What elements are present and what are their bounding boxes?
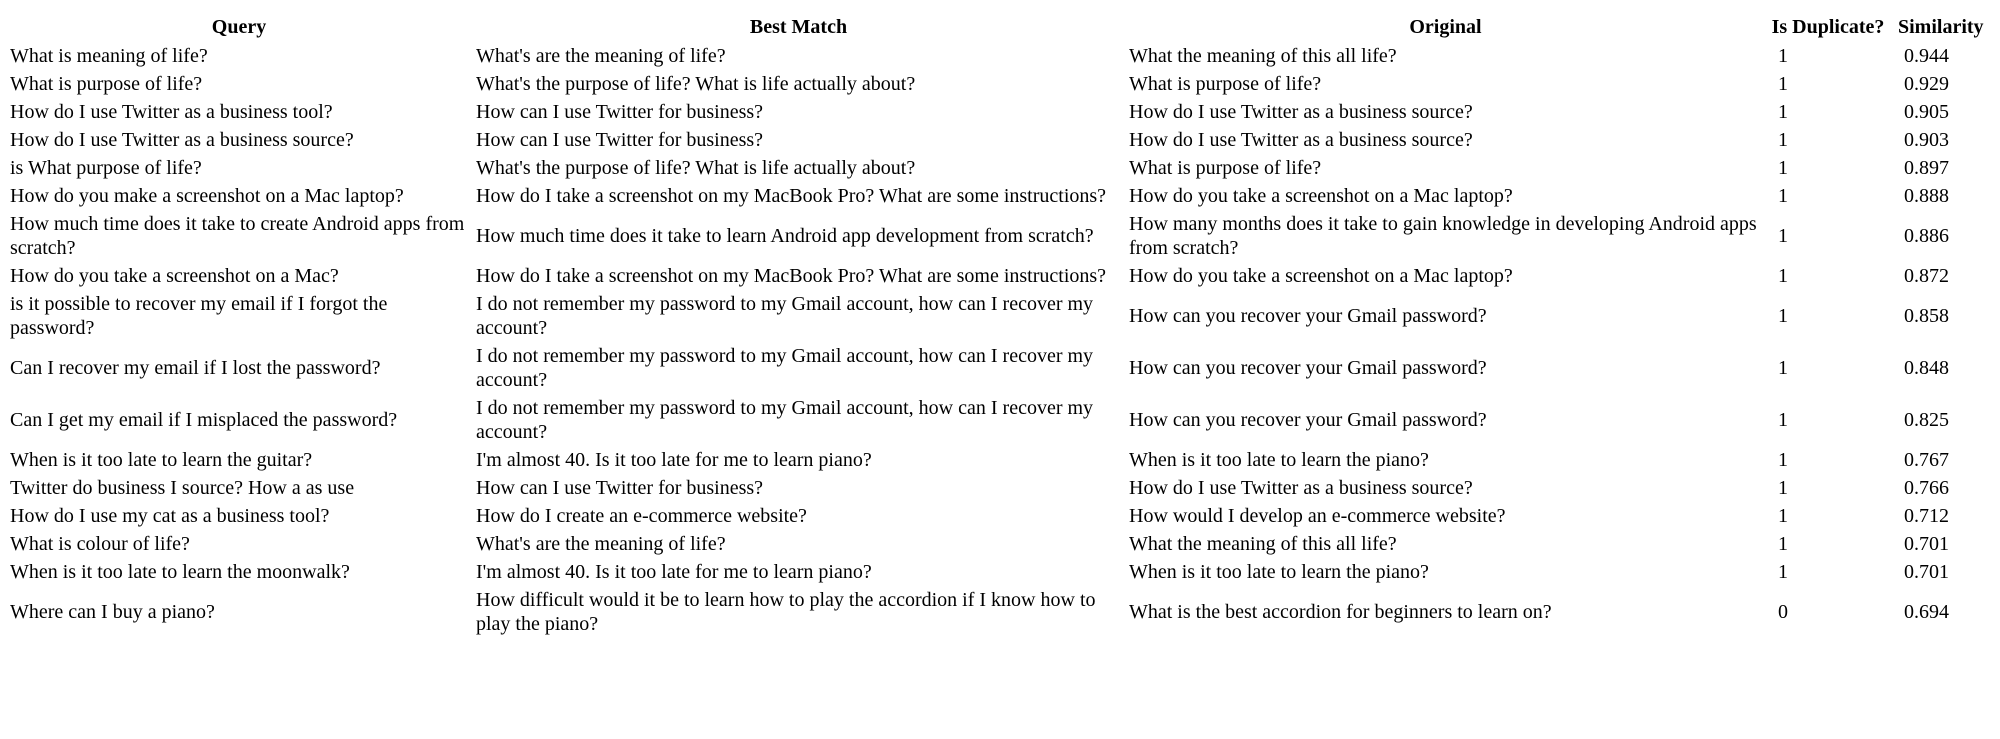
is-duplicate-cell: 1: [1778, 533, 1788, 555]
table-row: [6, 70, 1996, 98]
table-row: [6, 502, 1996, 530]
query-cell: Twitter do business I source? How a as use: [10, 477, 355, 499]
best-match-cell: What's are the meaning of life?: [476, 533, 726, 555]
is-duplicate-cell: 0: [1778, 601, 1788, 623]
best-match-cell: I do not remember my password to my Gmail account, how can I recover my account?: [476, 345, 1094, 391]
original-cell: How would I develop an e-commerce website?: [1129, 505, 1506, 527]
similarity-cell: 0.694: [1904, 601, 1949, 623]
best-match-cell: What's the purpose of life? What is life actually about?: [476, 157, 916, 179]
similarity-cell: 0.897: [1904, 157, 1949, 179]
header-original: Original: [1409, 16, 1482, 38]
best-match-cell: How do I take a screenshot on my MacBook Pro? What are some instructions?: [476, 185, 1107, 207]
similarity-cell: 0.825: [1904, 409, 1949, 431]
original-cell: How do you take a screenshot on a Mac laptop?: [1129, 185, 1513, 207]
similarity-cell: 0.858: [1904, 305, 1949, 327]
table-row: [6, 42, 1996, 70]
similarity-cell: 0.905: [1904, 101, 1949, 123]
table-row: [6, 154, 1996, 182]
similarity-cell: 0.944: [1904, 45, 1949, 67]
best-match-cell: How do I create an e-commerce website?: [476, 505, 807, 527]
query-cell: What is purpose of life?: [10, 73, 203, 95]
query-cell: When is it too late to learn the guitar?: [10, 449, 313, 471]
table-row: [6, 394, 1996, 446]
query-cell: What is meaning of life?: [10, 45, 208, 67]
is-duplicate-cell: 1: [1778, 357, 1788, 379]
query-cell: Can I get my email if I misplaced the password?: [10, 409, 398, 431]
query-cell: How do you make a screenshot on a Mac laptop?: [10, 185, 404, 207]
similarity-cell: 0.701: [1904, 533, 1949, 555]
is-duplicate-cell: 1: [1778, 157, 1788, 179]
original-cell: How do I use Twitter as a business source?: [1129, 477, 1473, 499]
similarity-cell: 0.903: [1904, 129, 1949, 151]
is-duplicate-cell: 1: [1778, 73, 1788, 95]
table-row: [6, 586, 1996, 638]
table-row: [6, 474, 1996, 502]
original-cell: When is it too late to learn the piano?: [1129, 449, 1429, 471]
is-duplicate-cell: 1: [1778, 129, 1788, 151]
similarity-cell: 0.701: [1904, 561, 1949, 583]
best-match-cell: What's are the meaning of life?: [476, 45, 726, 67]
original-cell: How do I use Twitter as a business source?: [1129, 101, 1473, 123]
similarity-cell: 0.886: [1904, 225, 1949, 247]
best-match-cell: How difficult would it be to learn how to play the accordion if I know how to play the piano?: [476, 589, 1096, 635]
query-cell: is it possible to recover my email if I forgot the password?: [10, 293, 388, 339]
best-match-cell: I do not remember my password to my Gmail account, how can I recover my account?: [476, 293, 1094, 339]
similarity-cell: 0.872: [1904, 265, 1949, 287]
query-cell: How do I use Twitter as a business tool?: [10, 101, 333, 123]
best-match-cell: I do not remember my password to my Gmail account, how can I recover my account?: [476, 397, 1094, 443]
best-match-cell: How can I use Twitter for business?: [476, 129, 764, 151]
original-cell: What the meaning of this all life?: [1129, 45, 1397, 67]
table-row: [6, 446, 1996, 474]
similarity-cell: 0.888: [1904, 185, 1949, 207]
table-row: [6, 262, 1996, 290]
original-cell: What is the best accordion for beginners to learn on?: [1129, 601, 1552, 623]
header-best-match: Best Match: [749, 16, 848, 38]
is-duplicate-cell: 1: [1778, 561, 1788, 583]
similarity-cell: 0.767: [1904, 449, 1949, 471]
header-similarity: Similarity: [1898, 16, 1984, 38]
table-row: [6, 98, 1996, 126]
original-cell: How can you recover your Gmail password?: [1129, 357, 1487, 379]
similarity-cell: 0.712: [1904, 505, 1949, 527]
best-match-cell: I'm almost 40. Is it too late for me to learn piano?: [476, 561, 872, 583]
original-cell: What is purpose of life?: [1129, 73, 1322, 95]
query-cell: is What purpose of life?: [10, 157, 202, 179]
is-duplicate-cell: 1: [1778, 265, 1788, 287]
best-match-cell: How can I use Twitter for business?: [476, 477, 764, 499]
is-duplicate-cell: 1: [1778, 305, 1788, 327]
original-cell: How many months does it take to gain knowledge in developing Android apps from scratch?: [1129, 213, 1757, 259]
header-query: Query: [211, 16, 267, 38]
is-duplicate-cell: 1: [1778, 185, 1788, 207]
best-match-cell: What's the purpose of life? What is life actually about?: [476, 73, 916, 95]
query-cell: How much time does it take to create Android apps from scratch?: [10, 213, 465, 259]
is-duplicate-cell: 1: [1778, 225, 1788, 247]
best-match-cell: How can I use Twitter for business?: [476, 101, 764, 123]
similarity-cell: 0.766: [1904, 477, 1949, 499]
is-duplicate-cell: 1: [1778, 477, 1788, 499]
original-cell: What the meaning of this all life?: [1129, 533, 1397, 555]
table-row: [6, 558, 1996, 586]
header-row: [6, 0, 1996, 42]
original-cell: When is it too late to learn the piano?: [1129, 561, 1429, 583]
table-row: [6, 182, 1996, 210]
best-match-cell: How much time does it take to learn Android app development from scratch?: [476, 225, 1094, 247]
is-duplicate-cell: 1: [1778, 101, 1788, 123]
query-cell: When is it too late to learn the moonwalk?: [10, 561, 350, 583]
best-match-cell: I'm almost 40. Is it too late for me to learn piano?: [476, 449, 872, 471]
is-duplicate-cell: 1: [1778, 45, 1788, 67]
query-cell: What is colour of life?: [10, 533, 190, 555]
query-cell: How do I use my cat as a business tool?: [10, 505, 330, 527]
results-table: [6, 0, 1996, 638]
table-row: [6, 290, 1996, 342]
original-cell: How can you recover your Gmail password?: [1129, 409, 1487, 431]
similarity-cell: 0.848: [1904, 357, 1949, 379]
original-cell: What is purpose of life?: [1129, 157, 1322, 179]
best-match-cell: How do I take a screenshot on my MacBook Pro? What are some instructions?: [476, 265, 1107, 287]
similarity-cell: 0.929: [1904, 73, 1949, 95]
original-cell: How do I use Twitter as a business source?: [1129, 129, 1473, 151]
query-cell: How do you take a screenshot on a Mac?: [10, 265, 339, 287]
original-cell: How can you recover your Gmail password?: [1129, 305, 1487, 327]
is-duplicate-cell: 1: [1778, 449, 1788, 471]
original-cell: How do you take a screenshot on a Mac laptop?: [1129, 265, 1513, 287]
query-cell: Can I recover my email if I lost the password?: [10, 357, 381, 379]
table-row: [6, 126, 1996, 154]
is-duplicate-cell: 1: [1778, 505, 1788, 527]
table-row: [6, 530, 1996, 558]
query-cell: Where can I buy a piano?: [10, 601, 215, 623]
table-row: [6, 210, 1996, 262]
query-cell: How do I use Twitter as a business source?: [10, 129, 354, 151]
is-duplicate-cell: 1: [1778, 409, 1788, 431]
table-row: [6, 342, 1996, 394]
header-is-duplicate: Is Duplicate?: [1771, 16, 1885, 38]
